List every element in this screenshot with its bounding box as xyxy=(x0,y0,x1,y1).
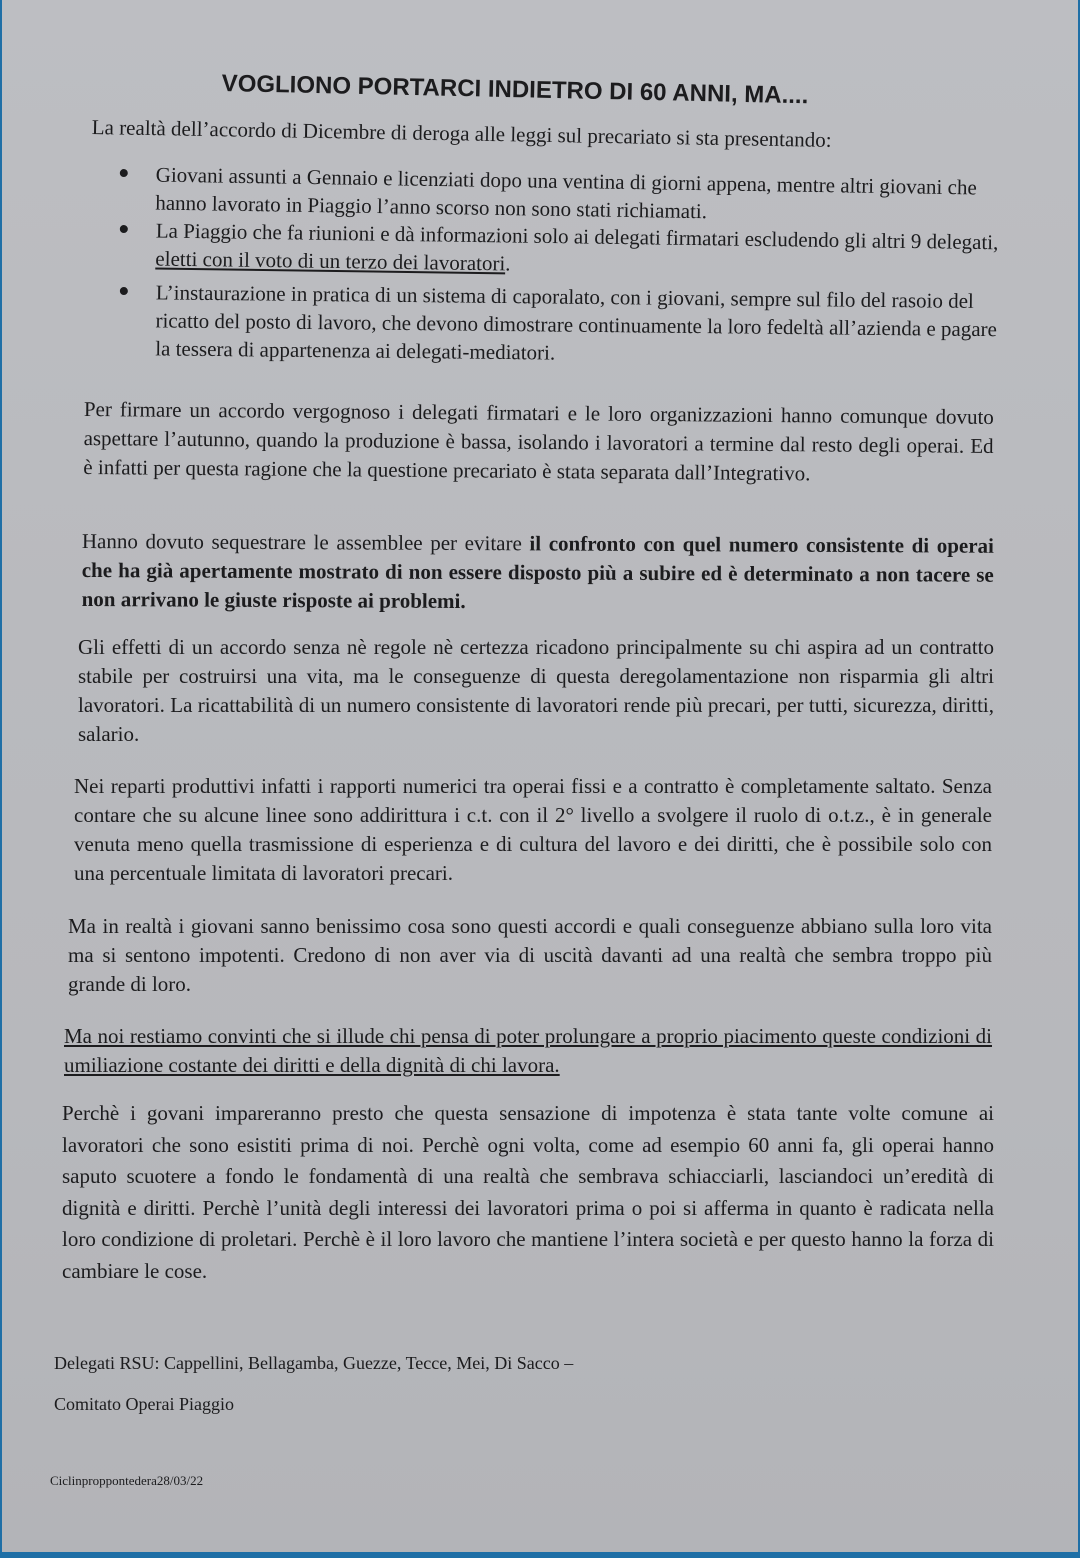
bullet-text-end: . xyxy=(505,251,511,276)
intro-line: La realtà dell’accordo di Dicembre di deroga alle leggi sul precariato si sta presentando: xyxy=(91,115,832,152)
paragraph-perche: Perchè i govani impareranno presto che questa sensazione di impotenza è stata tante volte comune ai lavoratori che sono esistiti prima di noi. Perchè ogni volta, come ad esempio 60 anni fa, gli operai hanno saputo scuotere a fondo le fondamentà di una realtà che sembrava schiacciarli, lasciandoci un’eredità di dignità e diritti. Perchè l’unità degli interessi dei lavoratori prima o poi si afferma in quanto è radicata nella loro condizione di proletari. Perchè è il loro lavoro che mantiene l’intera società e per questo hanno la forza di cambiare le cose. xyxy=(62,1101,994,1283)
bullet-item xyxy=(119,278,1000,371)
paragraph-giovani: Ma in realtà i giovani sanno benissimo cosa sono questi accordi e quali conseguenze abbiano sulla loro vita ma si sentono impotenti. Credono di non aver via di uscità davanti ad una realtà che sembra troppo più grande di loro. xyxy=(68,914,992,996)
signature-delegates: Delegati RSU: Cappellini, Bellagamba, Guezze, Tecce, Mei, Di Sacco – xyxy=(54,1353,574,1373)
bullet-underlined-text: eletti con il voto di un terzo dei lavoratori xyxy=(155,246,506,276)
bullet-text: La Piaggio che fa riunioni e dà informazioni solo ai delegati firmatari escludendo gli altri 9 delegati, xyxy=(155,218,999,255)
paragraph-accordo: Per firmare un accordo vergognoso i delegati firmatari e le loro organizzazioni hanno comunque dovuto aspettare l’autunno, quando la produzione è bassa, isolando i lavoratori a termine dal resto degli operai. Ed è infatti per questa ragione che la questione precariato è stata separata dall’Integrativo. xyxy=(83,396,994,486)
paragraph-bold-text: il confronto con quel numero consistente di operai che ha già apertamente mostrato di non essere disposto più a subire ed è determinato a non tacere se non arrivano le giuste risposte ai problemi. xyxy=(81,531,994,614)
bullet-text: L’instaurazione in pratica di un sistema di caporalato, con i giovani, sempre sul filo del rasoio del ricatto del posto di lavoro, che devono dimostrare continuamente la loro fedeltà all’azienda e pagare la tessera di appartenenza ai delegati-mediatori. xyxy=(155,280,998,365)
flyer-page xyxy=(2,0,1078,1552)
bullet-dot-icon xyxy=(120,169,128,177)
footer-print-credit: Ciclinproppontedera28/03/22 xyxy=(50,1473,204,1488)
bullet-dot-icon xyxy=(120,225,128,233)
paragraph-underlined-statement: Ma noi restiamo convinti che si illude chi pensa di poter prolungare a proprio piacimento queste condizioni di umiliazione costante dei diritti e della dignità di chi lavora. xyxy=(64,1024,992,1077)
bullet-dot-icon xyxy=(120,287,128,295)
paragraph-assemblee xyxy=(82,527,994,619)
paragraph-normal-text: Hanno dovuto sequestrare le assemblee per evitare xyxy=(81,529,530,556)
bullet-text: Giovani assunti a Gennaio e licenziati dopo una ventina di giorni appena, mentre altri giovani che hanno lavorato in Piaggio l’anno scorso non sono stati richiamati. xyxy=(155,162,977,224)
bullet-list xyxy=(120,160,1000,365)
signature-committee: Comitato Operai Piaggio xyxy=(54,1394,234,1414)
document-title: VOGLIONO PORTARCI INDIETRO DI 60 ANNI, MA.... xyxy=(221,70,809,110)
paragraph-reparti: Nei reparti produttivi infatti i rapporti numerici tra operai fissi e a contratto è completamente saltato. Senza contare che su alcune linee sono addirittura i c.t. con il 2° livello a svolgere il ruolo di o.t.z., è in generale venuta meno quella trasmissione di esperienza e di cultura del lavoro e dei diritti, che è possibile solo con una percentuale limitata di lavoratori precari. xyxy=(74,774,992,885)
paragraph-effetti: Gli effetti di un accordo senza nè regole nè certezza ricadono principalmente su chi aspira ad un contratto stabile per costruirsi una vita, ma le conseguenze di questa deregolamentazione non risparmia gli altri lavoratori. La ricattabilità di un numero consistente di lavoratori rende più precari, per tutti, sicurezza, diritti, salario. xyxy=(78,635,994,746)
bullet-item xyxy=(119,216,1000,284)
